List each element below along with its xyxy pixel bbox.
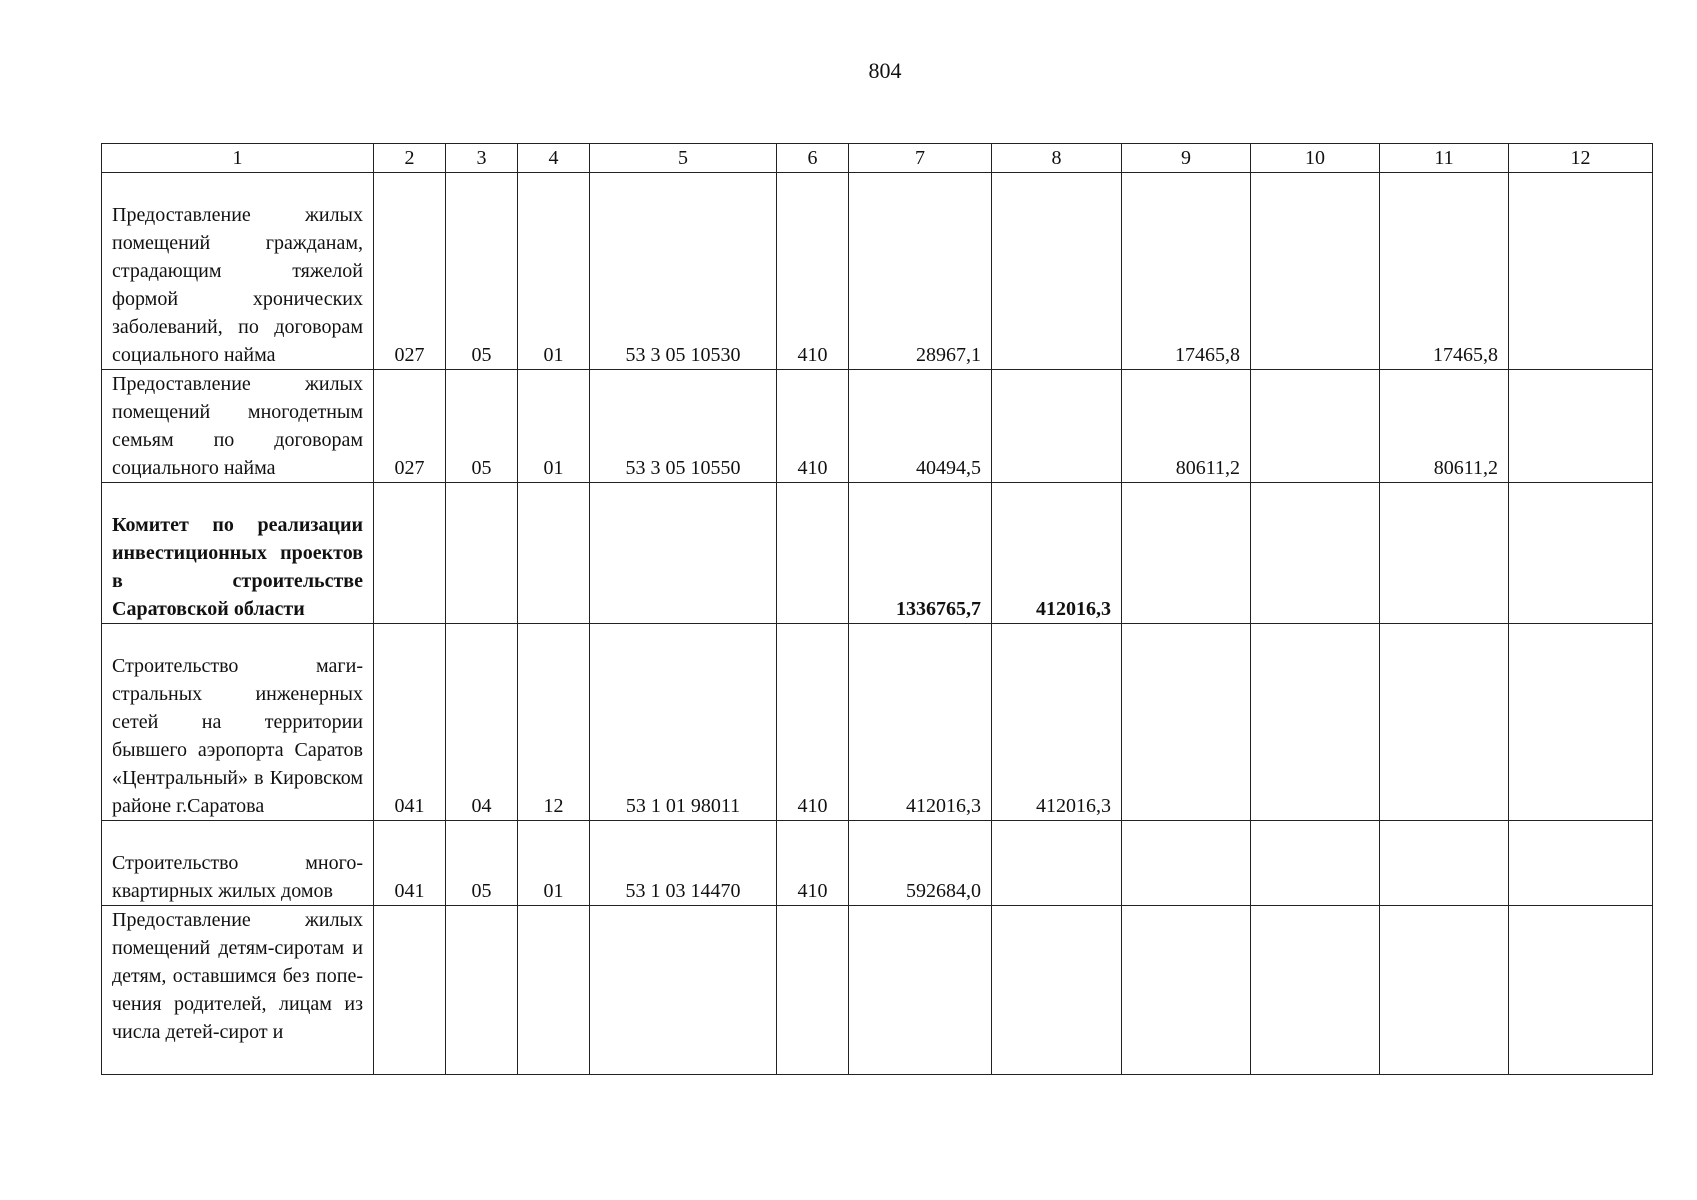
cell-col10 (1251, 624, 1380, 821)
table-row (102, 370, 1653, 483)
cell-section: 05 (446, 821, 518, 906)
cell-expense-type (777, 483, 849, 624)
column-header: 7 (849, 144, 992, 173)
cell-col11: 80611,2 (1380, 370, 1509, 483)
cell-col7 (849, 906, 992, 1075)
budget-table (101, 143, 1653, 1075)
cell-col12 (1509, 821, 1653, 906)
column-header: 1 (102, 144, 374, 173)
cell-col10 (1251, 173, 1380, 370)
cell-subsection: 12 (518, 624, 590, 821)
cell-target-article (590, 906, 777, 1075)
column-header: 9 (1122, 144, 1251, 173)
cell-col11 (1380, 906, 1509, 1075)
table-row (102, 906, 1653, 1075)
cell-subsection: 01 (518, 173, 590, 370)
cell-target-article: 53 3 05 10550 (590, 370, 777, 483)
cell-col7: 40494,5 (849, 370, 992, 483)
column-header: 2 (374, 144, 446, 173)
cell-section: 04 (446, 624, 518, 821)
page-number: 804 (868, 58, 902, 83)
row-name: Предоставление жилых помещений многодетным семьям по договорам социального найма (102, 370, 374, 483)
cell-ministry-code (374, 483, 446, 624)
column-header: 10 (1251, 144, 1380, 173)
cell-col9 (1122, 821, 1251, 906)
cell-expense-type: 410 (777, 173, 849, 370)
cell-col7: 1336765,7 (849, 483, 992, 624)
cell-expense-type: 410 (777, 624, 849, 821)
cell-ministry-code (374, 906, 446, 1075)
column-header: 8 (992, 144, 1122, 173)
cell-section (446, 906, 518, 1075)
column-header: 6 (777, 144, 849, 173)
cell-expense-type: 410 (777, 370, 849, 483)
cell-ministry-code: 041 (374, 821, 446, 906)
column-header: 5 (590, 144, 777, 173)
row-name: Комитет по реализации инвестиционных проектов в строительстве Саратовской области (102, 483, 374, 624)
column-header: 12 (1509, 144, 1653, 173)
cell-col8 (992, 370, 1122, 483)
cell-target-article: 53 1 01 98011 (590, 624, 777, 821)
cell-col8 (992, 173, 1122, 370)
cell-ministry-code: 027 (374, 370, 446, 483)
row-name: Строительство магистральных инженерных сетей на территории бывшего аэропорта Саратов «Центральный» в Кировском районе г.Саратова (102, 624, 374, 821)
cell-col9: 80611,2 (1122, 370, 1251, 483)
cell-col8 (992, 906, 1122, 1075)
cell-target-article (590, 483, 777, 624)
cell-section (446, 483, 518, 624)
table-row (102, 821, 1653, 906)
table-row (102, 173, 1653, 370)
cell-subsection: 01 (518, 370, 590, 483)
row-name: Строительство многоквартирных жилых домов (102, 821, 374, 906)
cell-col9 (1122, 483, 1251, 624)
cell-col7: 28967,1 (849, 173, 992, 370)
column-header: 3 (446, 144, 518, 173)
cell-col7: 412016,3 (849, 624, 992, 821)
cell-col10 (1251, 906, 1380, 1075)
cell-expense-type (777, 906, 849, 1075)
cell-col11 (1380, 483, 1509, 624)
cell-col7: 592684,0 (849, 821, 992, 906)
cell-col12 (1509, 483, 1653, 624)
cell-col8 (992, 821, 1122, 906)
table-row (102, 483, 1653, 624)
cell-target-article: 53 1 03 14470 (590, 821, 777, 906)
cell-section: 05 (446, 173, 518, 370)
cell-ministry-code: 041 (374, 624, 446, 821)
row-name: Предоставление жилых помещений гражданам, страдающим тяжелой формой хронических заболеваний, по договорам социального найма (102, 173, 374, 370)
row-name: Предоставление жилых помещений детям-сиротам и детям, оставшимся без попечения родителей, лицам из числа детей-сирот и (102, 906, 374, 1075)
cell-col9: 17465,8 (1122, 173, 1251, 370)
cell-col11 (1380, 821, 1509, 906)
cell-col9 (1122, 624, 1251, 821)
column-header: 4 (518, 144, 590, 173)
column-header: 11 (1380, 144, 1509, 173)
cell-subsection (518, 483, 590, 624)
cell-col12 (1509, 624, 1653, 821)
cell-subsection (518, 906, 590, 1075)
cell-expense-type: 410 (777, 821, 849, 906)
table-row (102, 624, 1653, 821)
cell-col10 (1251, 821, 1380, 906)
cell-col11: 17465,8 (1380, 173, 1509, 370)
cell-col8: 412016,3 (992, 624, 1122, 821)
cell-col12 (1509, 173, 1653, 370)
cell-col12 (1509, 370, 1653, 483)
cell-section: 05 (446, 370, 518, 483)
cell-col10 (1251, 370, 1380, 483)
cell-col11 (1380, 624, 1509, 821)
cell-ministry-code: 027 (374, 173, 446, 370)
cell-col9 (1122, 906, 1251, 1075)
cell-subsection: 01 (518, 821, 590, 906)
cell-target-article: 53 3 05 10530 (590, 173, 777, 370)
cell-col12 (1509, 906, 1653, 1075)
cell-col10 (1251, 483, 1380, 624)
cell-col8: 412016,3 (992, 483, 1122, 624)
column-number-row (102, 144, 1653, 173)
